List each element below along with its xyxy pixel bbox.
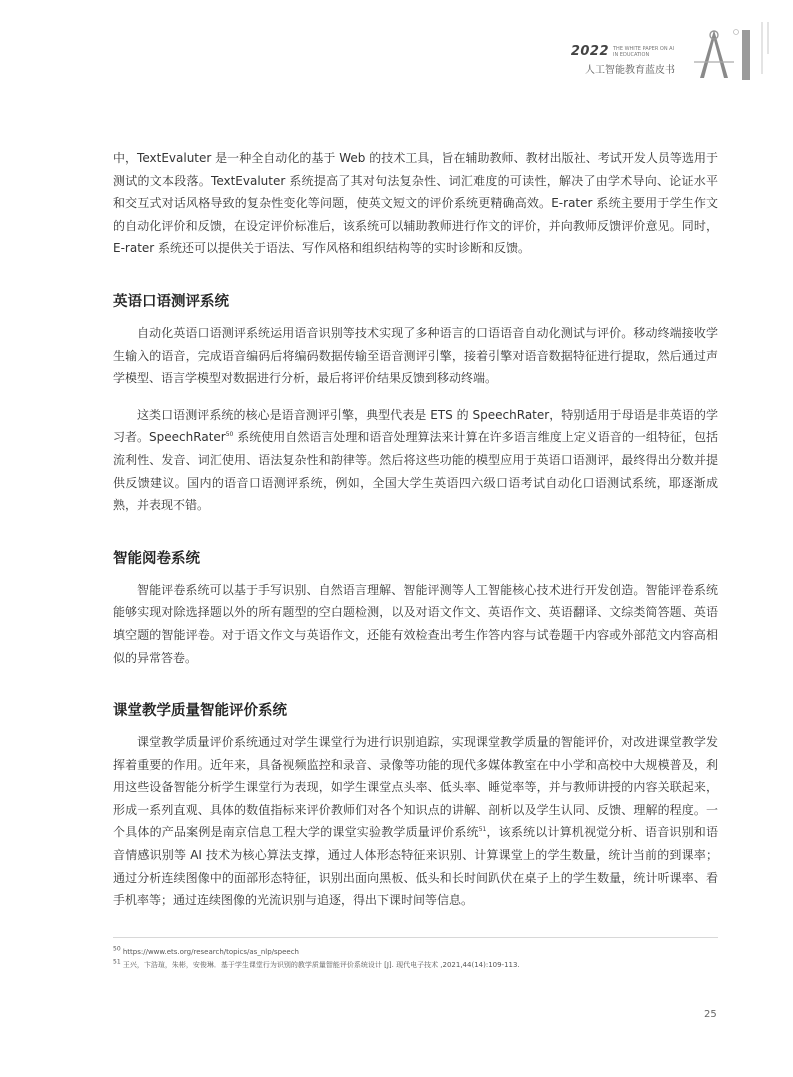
- header-year-row: [571, 44, 675, 59]
- footnote-51-text: 王兴，卞浩瑄，朱彬，安俊琳．基于学生课堂行为识别的教学质量智能评价系统设计 [J]. 现代电子技术 ,2021,44(14):109-113.: [120, 961, 520, 969]
- page-header: [571, 44, 675, 76]
- classroom-paragraph-part-a: 课堂教学质量评价系统通过对学生课堂行为进行识别追踪，实现课堂教学质量的智能评价，对改进课堂教学发挥着重要的作用。近年来，具备视频监控和录音、录像等功能的现代多媒体教室在中小学和高校中大规模普及，利用这些设备智能分析学生课堂行为表现，如学生课堂点头率、低头率、睡觉率等，并与教师讲授的内容关联起来，形成一系列直观、具体的数值指标来评价教师们对各个知识点的讲解、剖析以及学生认同、反馈、理解的程度。一个具体的产品案例是南京信息工程大学的课堂实验教学质量评价系统: [113, 735, 718, 840]
- section-heading-oral: 英语口语测评系统: [113, 293, 229, 310]
- footnote-51-mark: 51: [113, 958, 121, 966]
- oral-paragraph-2-part-b: 系统使用自然语言处理和语音处理算法来计算在许多语言维度上定义语音的一组特征，包括流利性、发音、词汇使用、语法复杂性和韵律等。然后将这些功能的模型应用于英语口语测评，最终得出分数并提供反馈建议。国内的语音口语测评系统，例如，全国大学生英语四六级口语考试自动化口语测试系统，耶逐渐成熟，并表现不错。: [113, 430, 718, 513]
- oral-paragraph-2-part-a: 这类口语测评系统的核心是语音测评引擎，典型代表是 ETS 的 SpeechRater，特别适用于母语是非英语的学习者。SpeechRater: [113, 407, 718, 445]
- intro-paragraph: 中，TextEvaluter 是一种全自动化的基于 Web 的技术工具，旨在辅助教师、教材出版社、考试开发人员等选用于测试的文本段落。TextEvaluter 系统提高了其对句法复杂性、词汇难度的可读性，解决了由学术导向、论证水平和交互式对话风格导致的复杂性变化等问题，使英文短文的评价系统更精确高效。E-rater 系统主要用于学生作文的自动化评价和反馈，在设定评价标准后，该系统可以辅助教师进行作文的评价，并向教师反馈评价意见。同时，E-rater 系统还可以提供关于语法、写作风格和组织结构等的实时诊断和反馈。: [113, 151, 718, 256]
- classroom-paragraph-part-b: ，该系统以计算机视觉分析、语音识别和语音情感识别等 AI 技术为核心算法支撑，通过人体形态特征来识别、计算课堂上的学生数量，统计当前的到课率；通过分析连续图像中的面部形态特征，识别出面向黑板、低头和长时间趴伏在桌子上的学生数量，统计听课率、看手机率等；通过连续图像的光流识别与追逐，得出下课时间等信息。: [113, 825, 718, 908]
- footnote-50-text: https://www.ets.org/research/topics/as_nlp/speech: [120, 948, 299, 956]
- section-heading-classroom: 课堂教学质量智能评价系统: [113, 703, 287, 720]
- bluebook-logo-icon: [680, 22, 770, 84]
- header-tagline: THE WHITE PAPER ON AI IN EDUCATION: [613, 45, 675, 58]
- footnote-ref-51: 51: [478, 826, 487, 834]
- footnote-ref-50: 50: [225, 431, 234, 439]
- grading-paragraph-1: 智能评卷系统可以基于手写识别、自然语言理解、智能评测等人工智能核心技术进行开发创造。智能评卷系统能够实现对除选择题以外的所有题型的空白题检测，以及对语文作文、英语作文、英语翻译、文综类简答题、英语填空题的智能评卷。对于语文作文与英语作文，还能有效检查出考生作答内容与试卷题干内容或外部范文内容高相似的异常答卷。: [113, 582, 718, 665]
- page-content: [113, 147, 718, 912]
- footnote-51: [113, 959, 718, 972]
- footnote-divider: [113, 937, 718, 938]
- footnote-50: [113, 946, 718, 959]
- header-title: 人工智能教育蓝皮书: [585, 65, 675, 76]
- footnote-50-mark: 50: [113, 945, 121, 953]
- oral-paragraph-2: [113, 404, 718, 517]
- oral-paragraph-1: 自动化英语口语测评系统运用语音识别等技术实现了多种语言的口语语音自动化测试与评价。移动终端接收学生输入的语音，完成语音编码后将编码数据传输至语音测评引擎，接着引擎对语音数据特征进行提取，然后通过声学模型、语言学模型对数据进行分析，最后将评价结果反馈到移动终端。: [113, 325, 718, 386]
- section-heading-grading: 智能阅卷系统: [113, 550, 200, 567]
- header-year: 2022: [570, 44, 609, 59]
- footnotes: [113, 946, 718, 972]
- page-number: 25: [704, 1009, 717, 1020]
- classroom-paragraph-1: [113, 731, 718, 912]
